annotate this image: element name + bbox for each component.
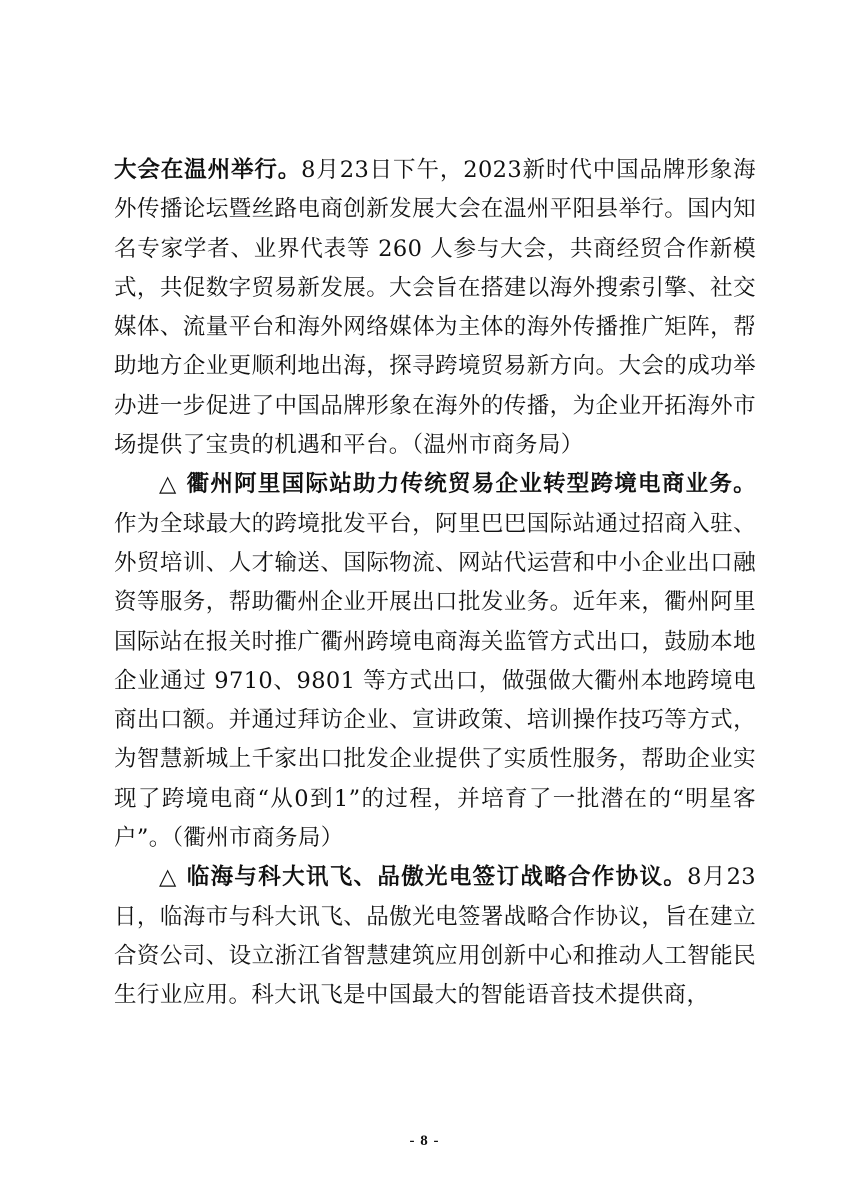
paragraph-body-linhai: 8月23日，临海市与科大讯飞、品傲光电签署战略合作协议，旨在建立合资公司、设立浙江省智慧建筑应用创新中心和推动人工智能民生行业应用。科大讯飞是中国最大的智能语音技术提供商， xyxy=(114,864,757,1009)
paragraph-wenzhou-conference xyxy=(114,151,756,465)
page-number: - 8 - xyxy=(409,1133,440,1149)
paragraph-lead-quzhou: △ 衢州阿里国际站助力传统贸易企业转型跨境电商业务。 xyxy=(159,471,756,498)
paragraph-quzhou-alibaba xyxy=(114,465,756,858)
paragraph-lead-linhai: △ 临海与科大讯飞、品傲光电签订战略合作协议。 xyxy=(159,864,688,891)
paragraph-body-wenzhou: 8月23日下午，2023新时代中国品牌形象海外传播论坛暨丝路电商创新发展大会在温州平阳县举行。国内知名专家学者、业界代表等 260 人参与大会，共商经贸合作新模式，共促数字贸易新发展。大会旨在搭建以海外搜索引擎、社交媒体、流量平台和海外网络媒体为主体的海外传播推广矩阵，帮助地方企业更顺利地出海，探寻跨境贸易新方向。大会的成功举办进一步促进了中国品牌形象在海外的传播，为企业开拓海外市场提供了宝贵的机遇和平台。（温州市商务局） xyxy=(114,157,756,459)
paragraph-lead-wenzhou: 大会在温州举行。 xyxy=(114,157,302,183)
paragraph-body-quzhou: 作为全球最大的跨境批发平台，阿里巴巴国际站通过招商入驻、外贸培训、人才输送、国际物流、网站代运营和中小企业出口融资等服务，帮助衢州企业开展出口批发业务。近年来，衢州阿里国际站在报关时推广衢州跨境电商海关监管方式出口，鼓励本地企业通过 9710、9801 等方式出口，做强做大衢州本地跨境电商出口额。并通过拜访企业、宣讲政策、培训操作技巧等方式，为智慧新城上千家出口批发企业提供了实质性服务，帮助企业实现了跨境电商“从0到1”的过程，并培育了一批潜在的“明星客户”。（衢州市商务局） xyxy=(114,510,756,852)
paragraph-linhai-iflytek xyxy=(114,858,756,1015)
document-body xyxy=(114,151,756,1016)
